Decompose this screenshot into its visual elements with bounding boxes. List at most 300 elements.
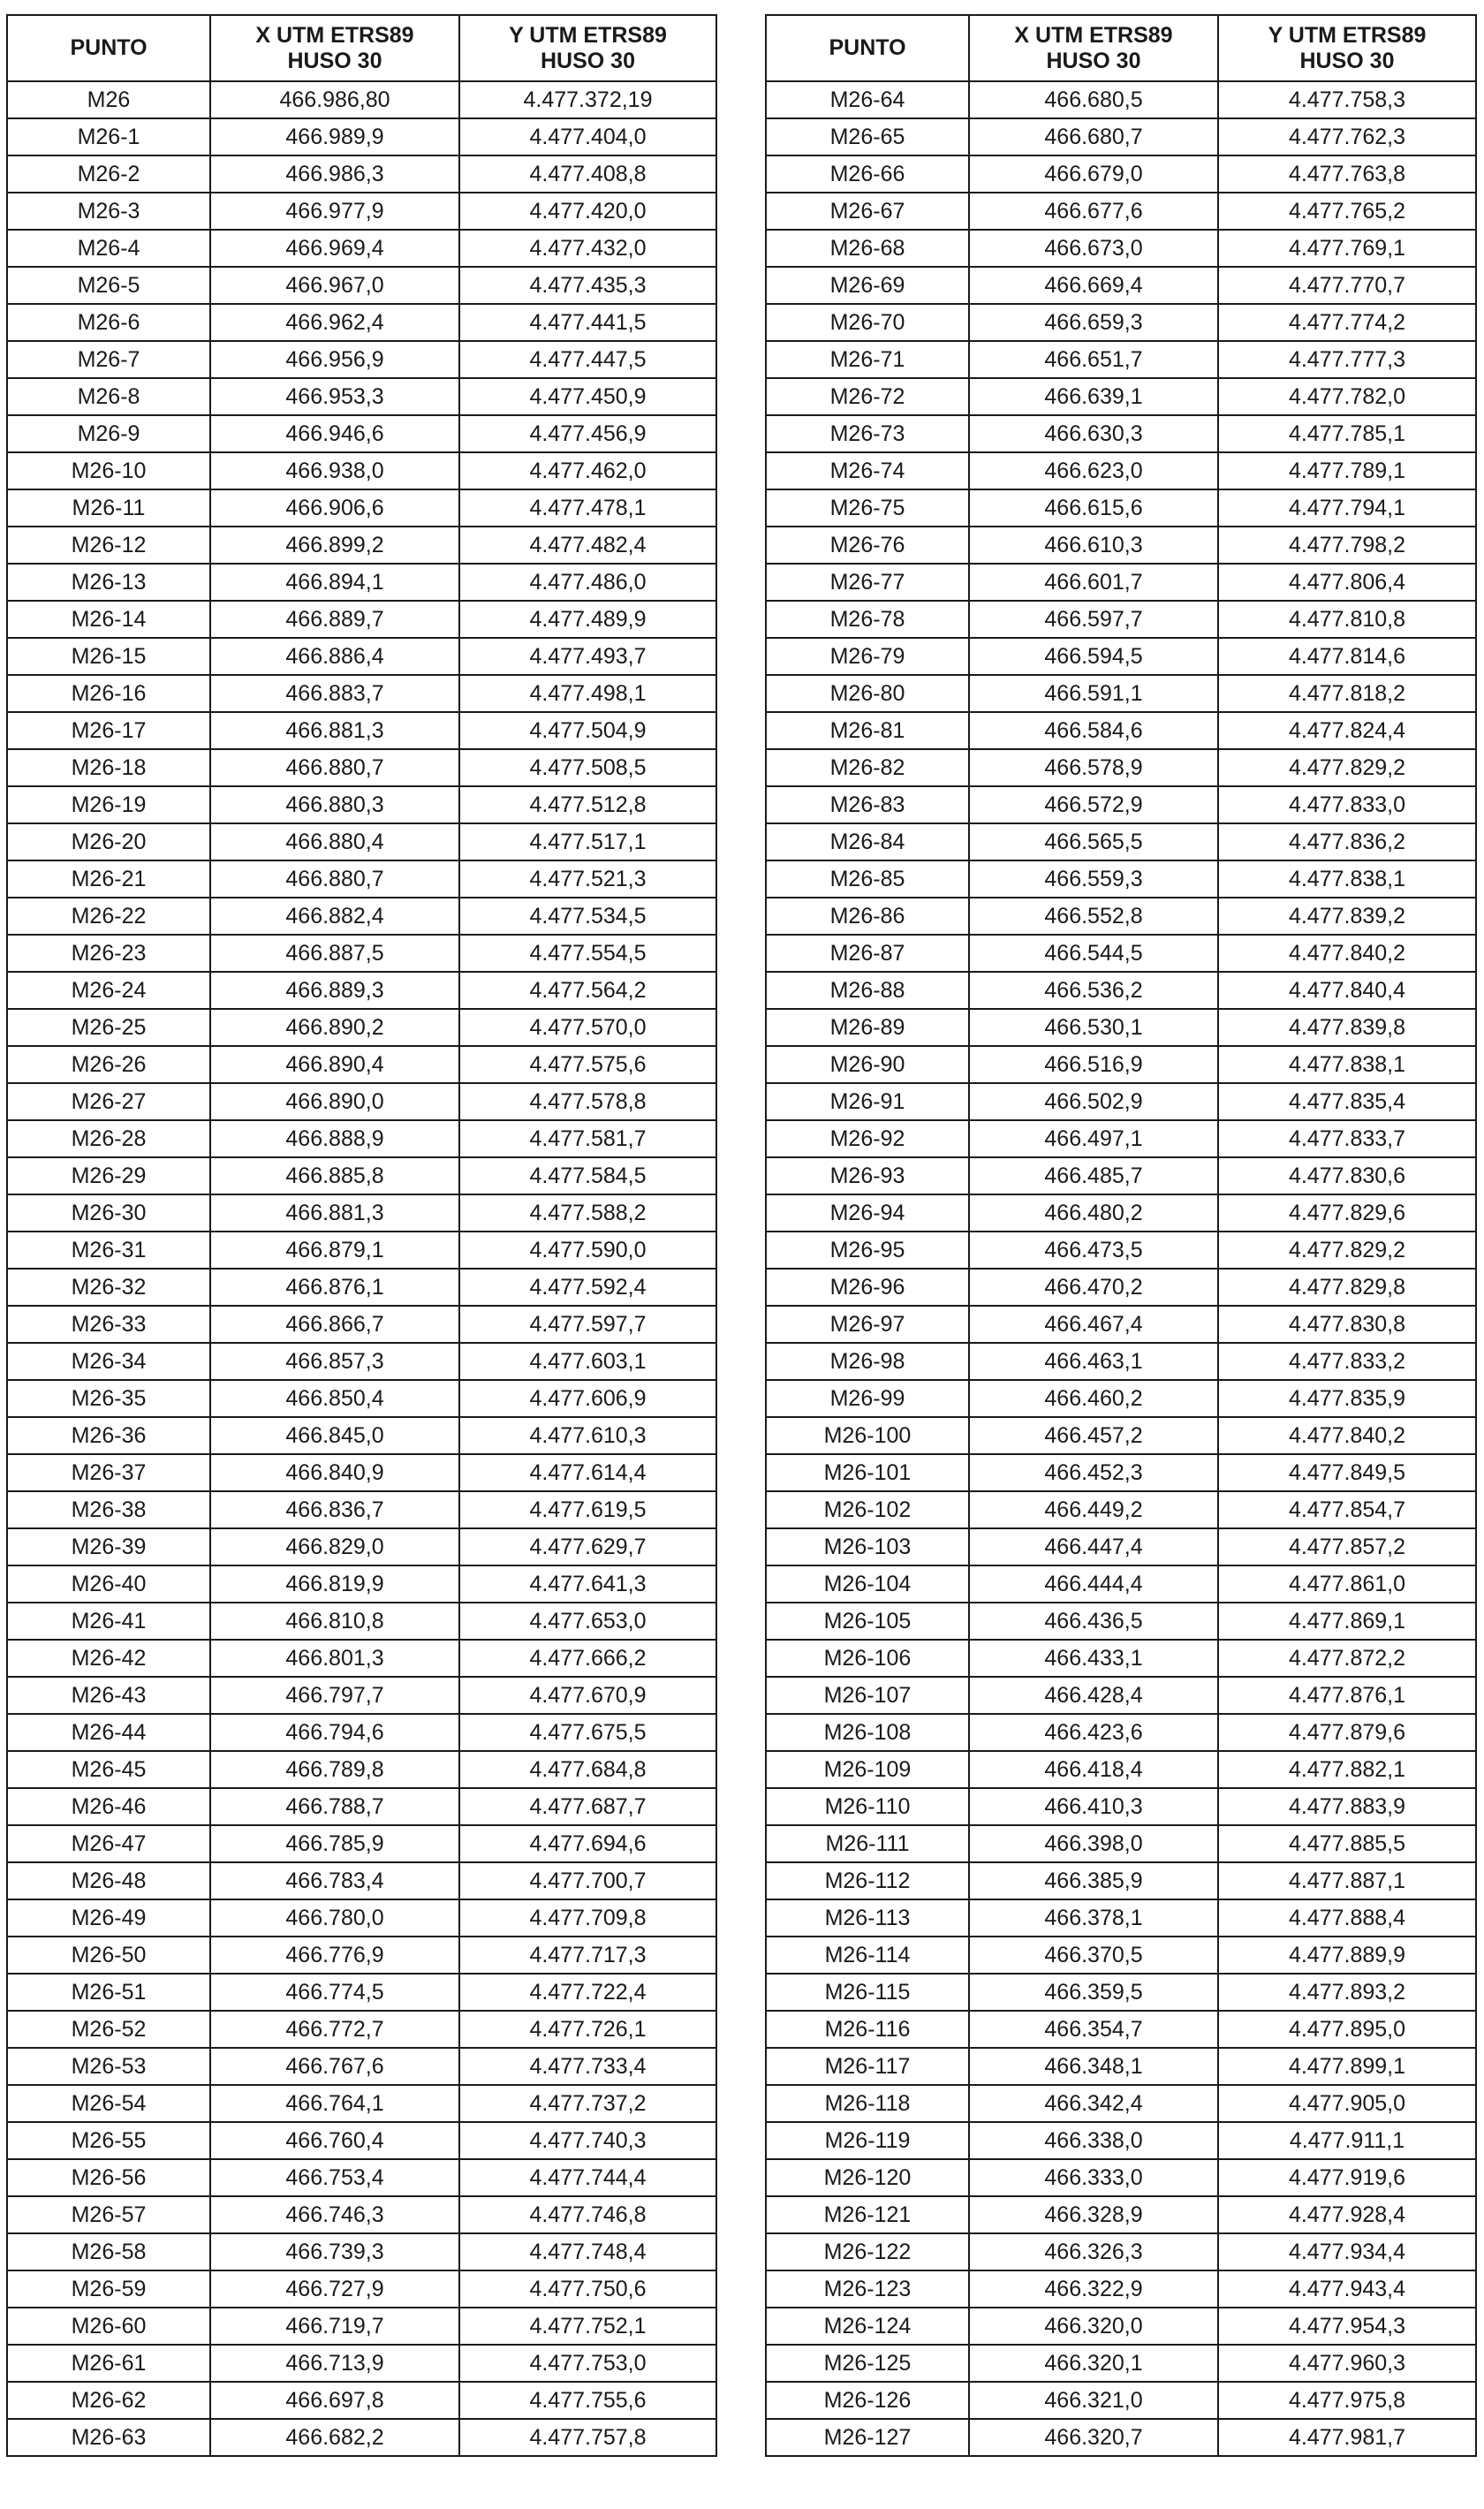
cell-y-utm: 4.477.888,4 xyxy=(1218,1899,1476,1937)
cell-punto: M26-125 xyxy=(766,2345,969,2382)
cell-y-utm: 4.477.887,1 xyxy=(1218,1862,1476,1899)
table-row xyxy=(766,1528,1476,1565)
cell-y-utm: 4.477.758,3 xyxy=(1218,81,1476,118)
cell-y-utm: 4.477.752,1 xyxy=(459,2308,716,2345)
cell-x-utm: 466.328,9 xyxy=(969,2196,1218,2233)
cell-x-utm: 466.989,9 xyxy=(210,118,459,155)
cell-punto: M26-19 xyxy=(7,786,210,823)
table-row xyxy=(766,2382,1476,2419)
cell-x-utm: 466.467,4 xyxy=(969,1306,1218,1343)
table-row xyxy=(766,1974,1476,2011)
cell-y-utm: 4.477.717,3 xyxy=(459,1937,716,1974)
cell-x-utm: 466.889,3 xyxy=(210,972,459,1009)
column-header-y-utm: Y UTM ETRS89 HUSO 30 xyxy=(1218,15,1476,81)
cell-x-utm: 466.594,5 xyxy=(969,638,1218,675)
cell-y-utm: 4.477.748,4 xyxy=(459,2233,716,2270)
cell-y-utm: 4.477.818,2 xyxy=(1218,675,1476,712)
cell-x-utm: 466.719,7 xyxy=(210,2308,459,2345)
cell-x-utm: 466.713,9 xyxy=(210,2345,459,2382)
cell-x-utm: 466.774,5 xyxy=(210,1974,459,2011)
cell-punto: M26-79 xyxy=(766,638,969,675)
cell-y-utm: 4.477.653,0 xyxy=(459,1603,716,1640)
cell-y-utm: 4.477.954,3 xyxy=(1218,2308,1476,2345)
cell-y-utm: 4.477.408,8 xyxy=(459,155,716,193)
cell-y-utm: 4.477.606,9 xyxy=(459,1380,716,1417)
cell-x-utm: 466.410,3 xyxy=(969,1788,1218,1825)
table-row xyxy=(766,1046,1476,1083)
table-row xyxy=(766,1380,1476,1417)
cell-x-utm: 466.418,4 xyxy=(969,1751,1218,1788)
cell-y-utm: 4.477.833,0 xyxy=(1218,786,1476,823)
cell-punto: M26-102 xyxy=(766,1491,969,1528)
cell-punto: M26-10 xyxy=(7,452,210,489)
cell-x-utm: 466.572,9 xyxy=(969,786,1218,823)
cell-y-utm: 4.477.684,8 xyxy=(459,1751,716,1788)
table-row xyxy=(766,2048,1476,2085)
coordinates-table-left xyxy=(6,14,717,2457)
cell-y-utm: 4.477.882,1 xyxy=(1218,1751,1476,1788)
cell-y-utm: 4.477.869,1 xyxy=(1218,1603,1476,1640)
table-row xyxy=(7,118,716,155)
table-row xyxy=(766,972,1476,1009)
cell-y-utm: 4.477.498,1 xyxy=(459,675,716,712)
cell-x-utm: 466.385,9 xyxy=(969,1862,1218,1899)
cell-punto: M26-92 xyxy=(766,1120,969,1157)
cell-punto: M26-50 xyxy=(7,1937,210,1974)
cell-punto: M26-53 xyxy=(7,2048,210,2085)
cell-y-utm: 4.477.840,2 xyxy=(1218,1417,1476,1454)
cell-punto: M26-35 xyxy=(7,1380,210,1417)
cell-y-utm: 4.477.588,2 xyxy=(459,1194,716,1232)
cell-y-utm: 4.477.737,2 xyxy=(459,2085,716,2122)
cell-y-utm: 4.477.905,0 xyxy=(1218,2085,1476,2122)
table-row xyxy=(7,267,716,304)
cell-punto: M26-97 xyxy=(766,1306,969,1343)
table-row xyxy=(7,1528,716,1565)
cell-punto: M26-93 xyxy=(766,1157,969,1194)
cell-x-utm: 466.682,2 xyxy=(210,2419,459,2456)
cell-x-utm: 466.977,9 xyxy=(210,193,459,230)
cell-punto: M26-41 xyxy=(7,1603,210,1640)
cell-punto: M26-99 xyxy=(766,1380,969,1417)
cell-punto: M26-83 xyxy=(766,786,969,823)
table-row xyxy=(7,489,716,527)
cell-punto: M26-38 xyxy=(7,1491,210,1528)
cell-punto: M26-117 xyxy=(766,2048,969,2085)
cell-x-utm: 466.591,1 xyxy=(969,675,1218,712)
cell-y-utm: 4.477.512,8 xyxy=(459,786,716,823)
cell-y-utm: 4.477.534,5 xyxy=(459,898,716,935)
cell-x-utm: 466.473,5 xyxy=(969,1232,1218,1269)
cell-punto: M26-74 xyxy=(766,452,969,489)
cell-punto: M26-84 xyxy=(766,823,969,860)
cell-punto: M26-100 xyxy=(766,1417,969,1454)
cell-punto: M26-68 xyxy=(766,230,969,267)
cell-x-utm: 466.962,4 xyxy=(210,304,459,341)
cell-x-utm: 466.480,2 xyxy=(969,1194,1218,1232)
cell-punto: M26-56 xyxy=(7,2159,210,2196)
cell-x-utm: 466.906,6 xyxy=(210,489,459,527)
cell-punto: M26-103 xyxy=(766,1528,969,1565)
cell-punto: M26-65 xyxy=(766,118,969,155)
cell-x-utm: 466.449,2 xyxy=(969,1491,1218,1528)
table-row xyxy=(7,1343,716,1380)
table-row xyxy=(766,712,1476,749)
cell-punto: M26-63 xyxy=(7,2419,210,2456)
table-row xyxy=(7,1937,716,1974)
table-row xyxy=(766,1491,1476,1528)
cell-y-utm: 4.477.726,1 xyxy=(459,2011,716,2048)
cell-x-utm: 466.320,1 xyxy=(969,2345,1218,2382)
cell-x-utm: 466.338,0 xyxy=(969,2122,1218,2159)
cell-y-utm: 4.477.981,7 xyxy=(1218,2419,1476,2456)
cell-y-utm: 4.477.462,0 xyxy=(459,452,716,489)
table-row xyxy=(7,230,716,267)
cell-x-utm: 466.881,3 xyxy=(210,1194,459,1232)
cell-punto: M26-9 xyxy=(7,415,210,452)
cell-x-utm: 466.452,3 xyxy=(969,1454,1218,1491)
cell-y-utm: 4.477.879,6 xyxy=(1218,1714,1476,1751)
cell-x-utm: 466.359,5 xyxy=(969,1974,1218,2011)
table-row xyxy=(766,2159,1476,2196)
cell-punto: M26-81 xyxy=(766,712,969,749)
cell-punto: M26-70 xyxy=(766,304,969,341)
cell-y-utm: 4.477.581,7 xyxy=(459,1120,716,1157)
table-row xyxy=(766,1937,1476,1974)
cell-x-utm: 466.880,4 xyxy=(210,823,459,860)
cell-punto: M26-28 xyxy=(7,1120,210,1157)
table-row xyxy=(7,972,716,1009)
cell-y-utm: 4.477.372,19 xyxy=(459,81,716,118)
cell-x-utm: 466.967,0 xyxy=(210,267,459,304)
table-row xyxy=(7,1640,716,1677)
table-row xyxy=(7,2233,716,2270)
cell-punto: M26-80 xyxy=(766,675,969,712)
cell-y-utm: 4.477.670,9 xyxy=(459,1677,716,1714)
table-row xyxy=(766,118,1476,155)
cell-y-utm: 4.477.833,7 xyxy=(1218,1120,1476,1157)
table-row xyxy=(7,1046,716,1083)
cell-punto: M26-31 xyxy=(7,1232,210,1269)
cell-y-utm: 4.477.830,6 xyxy=(1218,1157,1476,1194)
cell-y-utm: 4.477.861,0 xyxy=(1218,1565,1476,1603)
cell-x-utm: 466.436,5 xyxy=(969,1603,1218,1640)
table-row xyxy=(766,1009,1476,1046)
table-row xyxy=(766,1454,1476,1491)
table-row xyxy=(7,935,716,972)
cell-y-utm: 4.477.785,1 xyxy=(1218,415,1476,452)
cell-y-utm: 4.477.456,9 xyxy=(459,415,716,452)
table-row xyxy=(766,601,1476,638)
cell-punto: M26-11 xyxy=(7,489,210,527)
column-header-x-utm: X UTM ETRS89 HUSO 30 xyxy=(969,15,1218,81)
cell-x-utm: 466.780,0 xyxy=(210,1899,459,1937)
cell-x-utm: 466.789,8 xyxy=(210,1751,459,1788)
table-row xyxy=(7,675,716,712)
cell-y-utm: 4.477.975,8 xyxy=(1218,2382,1476,2419)
table-row xyxy=(766,1306,1476,1343)
cell-punto: M26-127 xyxy=(766,2419,969,2456)
cell-punto: M26-15 xyxy=(7,638,210,675)
cell-y-utm: 4.477.829,8 xyxy=(1218,1269,1476,1306)
table-row xyxy=(7,1862,716,1899)
cell-y-utm: 4.477.619,5 xyxy=(459,1491,716,1528)
table-row xyxy=(766,1269,1476,1306)
cell-y-utm: 4.477.584,5 xyxy=(459,1157,716,1194)
table-row xyxy=(766,2085,1476,2122)
cell-y-utm: 4.477.517,1 xyxy=(459,823,716,860)
cell-punto: M26-13 xyxy=(7,564,210,601)
cell-y-utm: 4.477.838,1 xyxy=(1218,860,1476,898)
table-row xyxy=(7,2048,716,2085)
header-row xyxy=(7,15,716,81)
cell-punto: M26-36 xyxy=(7,1417,210,1454)
cell-x-utm: 466.876,1 xyxy=(210,1269,459,1306)
table-row xyxy=(7,2159,716,2196)
cell-y-utm: 4.477.911,1 xyxy=(1218,2122,1476,2159)
table-row xyxy=(7,1306,716,1343)
cell-punto: M26 xyxy=(7,81,210,118)
cell-y-utm: 4.477.597,7 xyxy=(459,1306,716,1343)
cell-x-utm: 466.881,3 xyxy=(210,712,459,749)
cell-x-utm: 466.457,2 xyxy=(969,1417,1218,1454)
cell-y-utm: 4.477.777,3 xyxy=(1218,341,1476,378)
cell-x-utm: 466.764,1 xyxy=(210,2085,459,2122)
cell-x-utm: 466.428,4 xyxy=(969,1677,1218,1714)
table-row xyxy=(7,304,716,341)
column-header-y-utm: Y UTM ETRS89 HUSO 30 xyxy=(459,15,716,81)
table-row xyxy=(766,1677,1476,1714)
table-row xyxy=(766,2011,1476,2048)
cell-x-utm: 466.497,1 xyxy=(969,1120,1218,1157)
table-row xyxy=(766,2122,1476,2159)
cell-punto: M26-22 xyxy=(7,898,210,935)
cell-x-utm: 466.565,5 xyxy=(969,823,1218,860)
cell-x-utm: 466.810,8 xyxy=(210,1603,459,1640)
table-row xyxy=(766,1825,1476,1862)
table-row xyxy=(766,2345,1476,2382)
cell-punto: M26-42 xyxy=(7,1640,210,1677)
cell-y-utm: 4.477.404,0 xyxy=(459,118,716,155)
cell-y-utm: 4.477.798,2 xyxy=(1218,527,1476,564)
cell-y-utm: 4.477.564,2 xyxy=(459,972,716,1009)
cell-x-utm: 466.819,9 xyxy=(210,1565,459,1603)
cell-punto: M26-21 xyxy=(7,860,210,898)
table-row xyxy=(7,341,716,378)
cell-x-utm: 466.623,0 xyxy=(969,452,1218,489)
table-row xyxy=(7,1974,716,2011)
cell-x-utm: 466.953,3 xyxy=(210,378,459,415)
table-row xyxy=(766,935,1476,972)
cell-punto: M26-72 xyxy=(766,378,969,415)
table-row xyxy=(7,1194,716,1232)
cell-punto: M26-48 xyxy=(7,1862,210,1899)
cell-punto: M26-7 xyxy=(7,341,210,378)
table-row xyxy=(7,564,716,601)
cell-punto: M26-86 xyxy=(766,898,969,935)
cell-punto: M26-124 xyxy=(766,2308,969,2345)
table-row xyxy=(7,81,716,118)
table-row xyxy=(766,527,1476,564)
table-row xyxy=(766,1603,1476,1640)
cell-x-utm: 466.829,0 xyxy=(210,1528,459,1565)
cell-x-utm: 466.767,6 xyxy=(210,2048,459,2085)
cell-x-utm: 466.788,7 xyxy=(210,1788,459,1825)
cell-x-utm: 466.866,7 xyxy=(210,1306,459,1343)
cell-x-utm: 466.444,4 xyxy=(969,1565,1218,1603)
cell-y-utm: 4.477.420,0 xyxy=(459,193,716,230)
table-row xyxy=(766,898,1476,935)
table-row xyxy=(766,155,1476,193)
cell-x-utm: 466.850,4 xyxy=(210,1380,459,1417)
cell-punto: M26-23 xyxy=(7,935,210,972)
cell-y-utm: 4.477.840,4 xyxy=(1218,972,1476,1009)
cell-y-utm: 4.477.450,9 xyxy=(459,378,716,415)
cell-x-utm: 466.677,6 xyxy=(969,193,1218,230)
cell-punto: M26-34 xyxy=(7,1343,210,1380)
table-row xyxy=(7,1454,716,1491)
cell-y-utm: 4.477.757,8 xyxy=(459,2419,716,2456)
table-row xyxy=(7,1751,716,1788)
table-row xyxy=(766,1120,1476,1157)
table-row xyxy=(7,1603,716,1640)
cell-x-utm: 466.890,0 xyxy=(210,1083,459,1120)
table-row xyxy=(7,1565,716,1603)
table-row xyxy=(7,1417,716,1454)
cell-y-utm: 4.477.435,3 xyxy=(459,267,716,304)
cell-x-utm: 466.669,4 xyxy=(969,267,1218,304)
cell-x-utm: 466.697,8 xyxy=(210,2382,459,2419)
cell-punto: M26-49 xyxy=(7,1899,210,1937)
cell-punto: M26-105 xyxy=(766,1603,969,1640)
cell-x-utm: 466.889,7 xyxy=(210,601,459,638)
table-row xyxy=(7,601,716,638)
cell-y-utm: 4.477.592,4 xyxy=(459,1269,716,1306)
cell-y-utm: 4.477.872,2 xyxy=(1218,1640,1476,1677)
cell-y-utm: 4.477.570,0 xyxy=(459,1009,716,1046)
table-row xyxy=(7,452,716,489)
cell-punto: M26-77 xyxy=(766,564,969,601)
cell-y-utm: 4.477.504,9 xyxy=(459,712,716,749)
cell-punto: M26-5 xyxy=(7,267,210,304)
cell-y-utm: 4.477.614,4 xyxy=(459,1454,716,1491)
cell-x-utm: 466.584,6 xyxy=(969,712,1218,749)
cell-x-utm: 466.938,0 xyxy=(210,452,459,489)
cell-punto: M26-116 xyxy=(766,2011,969,2048)
cell-punto: M26-3 xyxy=(7,193,210,230)
cell-y-utm: 4.477.722,4 xyxy=(459,1974,716,2011)
cell-punto: M26-126 xyxy=(766,2382,969,2419)
table-row xyxy=(7,2085,716,2122)
table-row xyxy=(7,1120,716,1157)
cell-punto: M26-76 xyxy=(766,527,969,564)
cell-punto: M26-14 xyxy=(7,601,210,638)
cell-punto: M26-39 xyxy=(7,1528,210,1565)
cell-x-utm: 466.727,9 xyxy=(210,2270,459,2308)
cell-x-utm: 466.890,4 xyxy=(210,1046,459,1083)
cell-punto: M26-89 xyxy=(766,1009,969,1046)
table-row xyxy=(7,1157,716,1194)
cell-punto: M26-107 xyxy=(766,1677,969,1714)
cell-y-utm: 4.477.889,9 xyxy=(1218,1937,1476,1974)
cell-y-utm: 4.477.794,1 xyxy=(1218,489,1476,527)
cell-x-utm: 466.845,0 xyxy=(210,1417,459,1454)
cell-x-utm: 466.857,3 xyxy=(210,1343,459,1380)
cell-punto: M26-75 xyxy=(766,489,969,527)
cell-x-utm: 466.651,7 xyxy=(969,341,1218,378)
cell-y-utm: 4.477.895,0 xyxy=(1218,2011,1476,2048)
cell-y-utm: 4.477.934,4 xyxy=(1218,2233,1476,2270)
table-row xyxy=(7,749,716,786)
cell-y-utm: 4.477.770,7 xyxy=(1218,267,1476,304)
cell-punto: M26-4 xyxy=(7,230,210,267)
cell-y-utm: 4.477.675,5 xyxy=(459,1714,716,1751)
table-row xyxy=(7,1380,716,1417)
cell-y-utm: 4.477.789,1 xyxy=(1218,452,1476,489)
cell-punto: M26-54 xyxy=(7,2085,210,2122)
cell-punto: M26-8 xyxy=(7,378,210,415)
table-row xyxy=(7,1269,716,1306)
cell-y-utm: 4.477.493,7 xyxy=(459,638,716,675)
table-row xyxy=(766,81,1476,118)
table-row xyxy=(766,2308,1476,2345)
cell-x-utm: 466.378,1 xyxy=(969,1899,1218,1937)
cell-punto: M26-43 xyxy=(7,1677,210,1714)
table-row xyxy=(766,1640,1476,1677)
cell-punto: M26-85 xyxy=(766,860,969,898)
cell-y-utm: 4.477.769,1 xyxy=(1218,230,1476,267)
cell-punto: M26-20 xyxy=(7,823,210,860)
cell-punto: M26-90 xyxy=(766,1046,969,1083)
cell-punto: M26-52 xyxy=(7,2011,210,2048)
cell-x-utm: 466.485,7 xyxy=(969,1157,1218,1194)
table-row xyxy=(7,378,716,415)
cell-y-utm: 4.477.687,7 xyxy=(459,1788,716,1825)
cell-punto: M26-101 xyxy=(766,1454,969,1491)
cell-x-utm: 466.887,5 xyxy=(210,935,459,972)
cell-x-utm: 466.783,4 xyxy=(210,1862,459,1899)
table-row xyxy=(766,1565,1476,1603)
cell-x-utm: 466.746,3 xyxy=(210,2196,459,2233)
table-row xyxy=(766,786,1476,823)
cell-punto: M26-27 xyxy=(7,1083,210,1120)
cell-y-utm: 4.477.610,3 xyxy=(459,1417,716,1454)
cell-punto: M26-78 xyxy=(766,601,969,638)
coordinates-table-right xyxy=(765,14,1477,2457)
cell-y-utm: 4.477.839,2 xyxy=(1218,898,1476,935)
cell-punto: M26-29 xyxy=(7,1157,210,1194)
cell-punto: M26-40 xyxy=(7,1565,210,1603)
table-row xyxy=(766,452,1476,489)
table-row xyxy=(766,1899,1476,1937)
table-row xyxy=(7,1009,716,1046)
cell-y-utm: 4.477.578,8 xyxy=(459,1083,716,1120)
cell-y-utm: 4.477.857,2 xyxy=(1218,1528,1476,1565)
cell-x-utm: 466.398,0 xyxy=(969,1825,1218,1862)
cell-punto: M26-71 xyxy=(766,341,969,378)
cell-x-utm: 466.597,7 xyxy=(969,601,1218,638)
table-row xyxy=(7,1232,716,1269)
cell-x-utm: 466.801,3 xyxy=(210,1640,459,1677)
table-row xyxy=(766,749,1476,786)
cell-y-utm: 4.477.603,1 xyxy=(459,1343,716,1380)
cell-punto: M26-109 xyxy=(766,1751,969,1788)
cell-x-utm: 466.326,3 xyxy=(969,2233,1218,2270)
cell-x-utm: 466.946,6 xyxy=(210,415,459,452)
cell-punto: M26-94 xyxy=(766,1194,969,1232)
cell-y-utm: 4.477.508,5 xyxy=(459,749,716,786)
cell-y-utm: 4.477.432,0 xyxy=(459,230,716,267)
